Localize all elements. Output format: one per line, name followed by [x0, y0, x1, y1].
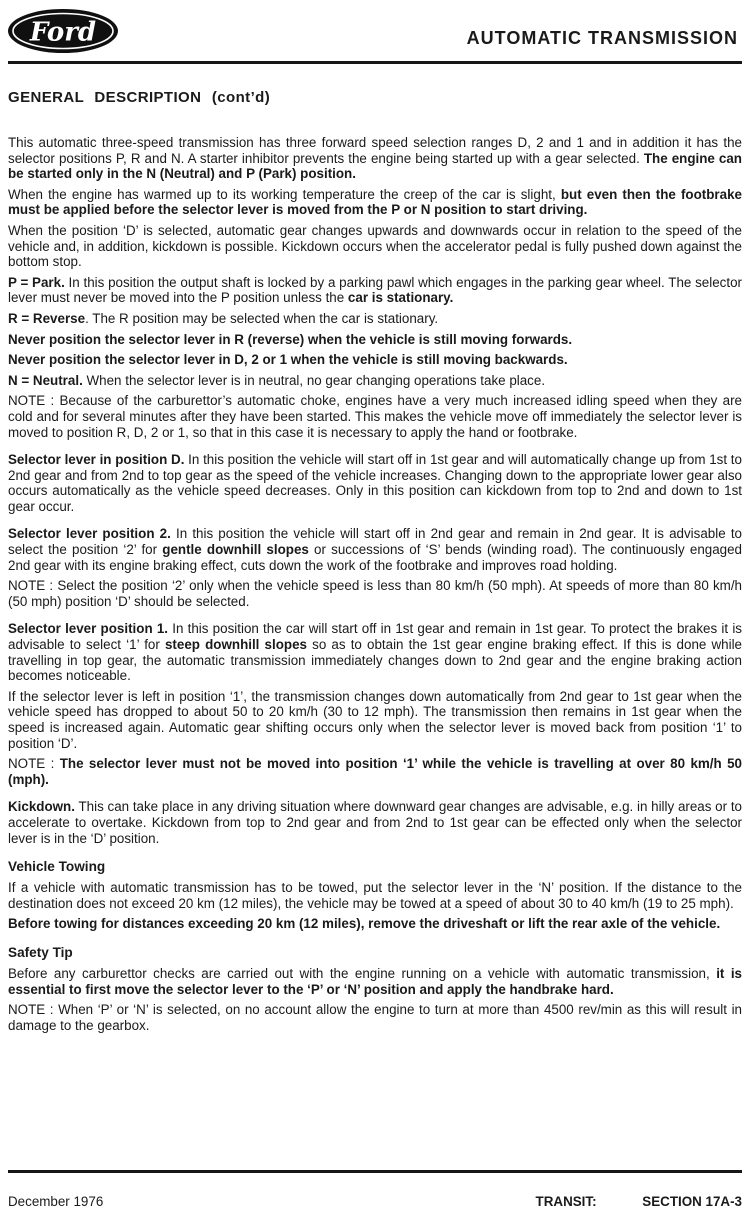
section-heading: GENERAL DESCRIPTION (cont’d) [8, 89, 271, 106]
ford-logo-text: Ford [29, 17, 97, 48]
paragraph: Selector lever in position D. In this position the vehicle will start off in 1st gear and will automatically change up from 1st to 2nd gear and from 2nd to top gear as the speed of the vehicle increases. Changing down to the appropriate lower gear also occurs automatically as the vehicle speed decreases. Only in this position can kickdown from top to 2nd and down to 1st gear occur. [8, 452, 742, 514]
footer-section: SECTION 17A-3 [642, 1194, 742, 1209]
paragraph: NOTE : The selector lever must not be moved into position ‘1’ while the vehicle is travelling at over 80 km/h 50 (mph). [8, 756, 742, 787]
paragraph: Selector lever position 1. In this position the car will start off in 1st gear and remain in 1st gear. To protect the brakes it is advisable to select ‘1’ for steep downhill slopes so as to obtain the 1st gear engine braking effect. If this is done while travelling in top gear, the automatic transmission immediately changes down to 2nd gear and the engine braking action becomes noticeable. [8, 621, 742, 684]
document-body [8, 106, 742, 1033]
subheading: Safety Tip [8, 944, 73, 960]
paragraph: NOTE : Because of the carburettor’s automatic choke, engines have a very much increased idling speed when they are cold and for several minutes after they have been started. This makes the vehicle move off immediately the selector lever is moved to position R, D, 2 or 1, so that in this case it is necessary to apply the hand or footbrake. [8, 393, 742, 440]
paragraph: Selector lever position 2. In this position the vehicle will start off in 2nd gear and remain in 2nd gear. It is advisable to select the position ‘2’ for gentle downhill slopes or successions of ‘S’ bends (winding road). The continuously engaged 2nd gear with its engine braking effect, cuts down the work of the footbrake and improves road holding. [8, 526, 742, 573]
paragraph: If the selector lever is left in position ‘1’, the transmission changes down automatically from 2nd gear to 1st gear when the vehicle speed has dropped to about 50 to 20 km/h (30 to 12 mph). The transmission then remains in 1st gear when the speed is increased again. Automatic gear shifting occurs only when the selector lever is moved back from position ‘1’ to position ‘D’. [8, 688, 742, 751]
paragraph: R = Reverse. The R position may be selected when the car is stationary. [8, 310, 439, 326]
footer-model: TRANSIT: [535, 1194, 597, 1209]
paragraph: Never position the selector lever in R (reverse) when the vehicle is still moving forwards. [8, 331, 573, 347]
header-rule [8, 61, 742, 64]
document-title: AUTOMATIC TRANSMISSION [466, 28, 738, 48]
subheading: Vehicle Towing [8, 859, 106, 875]
paragraph: If a vehicle with automatic transmission has to be towed, put the selector lever in the ‘N’ position. If the distance to the destination does not exceed 20 km (12 miles), the vehicle may be towed at a speed of about 30 to 40 km/h (19 to 25 mph). [8, 880, 742, 911]
paragraph: Kickdown. This can take place in any driving situation where downward gear changes are advisable, e.g. in hilly areas or to accelerate to overtake. Kickdown from top to 2nd gear and from 2nd to 1st gear can be effected only when the selector lever is in the ‘D’ position. [8, 799, 742, 846]
ford-logo [7, 8, 119, 59]
page-header [0, 0, 750, 61]
paragraph: Before towing for distances exceeding 20 km (12 miles), remove the driveshaft or lift the rear axle of the vehicle. [8, 916, 721, 932]
paragraph: P = Park. In this position the output shaft is locked by a parking pawl which engages in the parking gear wheel. The selector lever must never be moved into the P position unless the car is stationary. [8, 274, 742, 306]
paragraph: NOTE : When ‘P’ or ‘N’ is selected, on no account allow the engine to turn at more than 4500 rev/min as this will result in damage to the gearbox. [8, 1002, 742, 1033]
page-footer [8, 1170, 742, 1209]
footer-reference [536, 1194, 742, 1209]
paragraph: Never position the selector lever in D, 2 or 1 when the vehicle is still moving backwards. [8, 352, 568, 368]
paragraph: NOTE : Select the position ‘2’ only when the vehicle speed is less than 80 km/h (50 mph). At speeds of more than 80 km/h (50 mph) position ‘D’ should be selected. [8, 578, 742, 609]
paragraph: When the position ‘D’ is selected, automatic gear changes upwards and downwards occur in relation to the speed of the vehicle and, in addition, kickdown is possible. Kickdown occurs when the accelerator pedal is fully pushed down against the bottom stop. [8, 222, 742, 270]
paragraph: This automatic three-speed transmission has three forward speed selection ranges D, 2 and 1 and in addition it has the selector positions P, R and N. A starter inhibitor prevents the engine being started up with a gear selected. The engine can be started only in the N (Neutral) and P (Park) position. [8, 135, 742, 182]
paragraph: When the engine has warmed up to its working temperature the creep of the car is slight, but even then the footbrake must be applied before the selector lever is moved from the P or N position to start driving. [8, 186, 742, 218]
footer-rule [8, 1170, 742, 1173]
paragraph: Before any carburettor checks are carried out with the engine running on a vehicle with automatic transmission, it is essential to first move the selector lever to the ‘P’ or ‘N’ position and apply the handbrake hard. [8, 965, 742, 997]
footer-date: December 1976 [8, 1194, 104, 1209]
paragraph: N = Neutral. When the selector lever is in neutral, no gear changing operations take place. [8, 372, 546, 388]
ford-logo-oval [7, 8, 119, 54]
